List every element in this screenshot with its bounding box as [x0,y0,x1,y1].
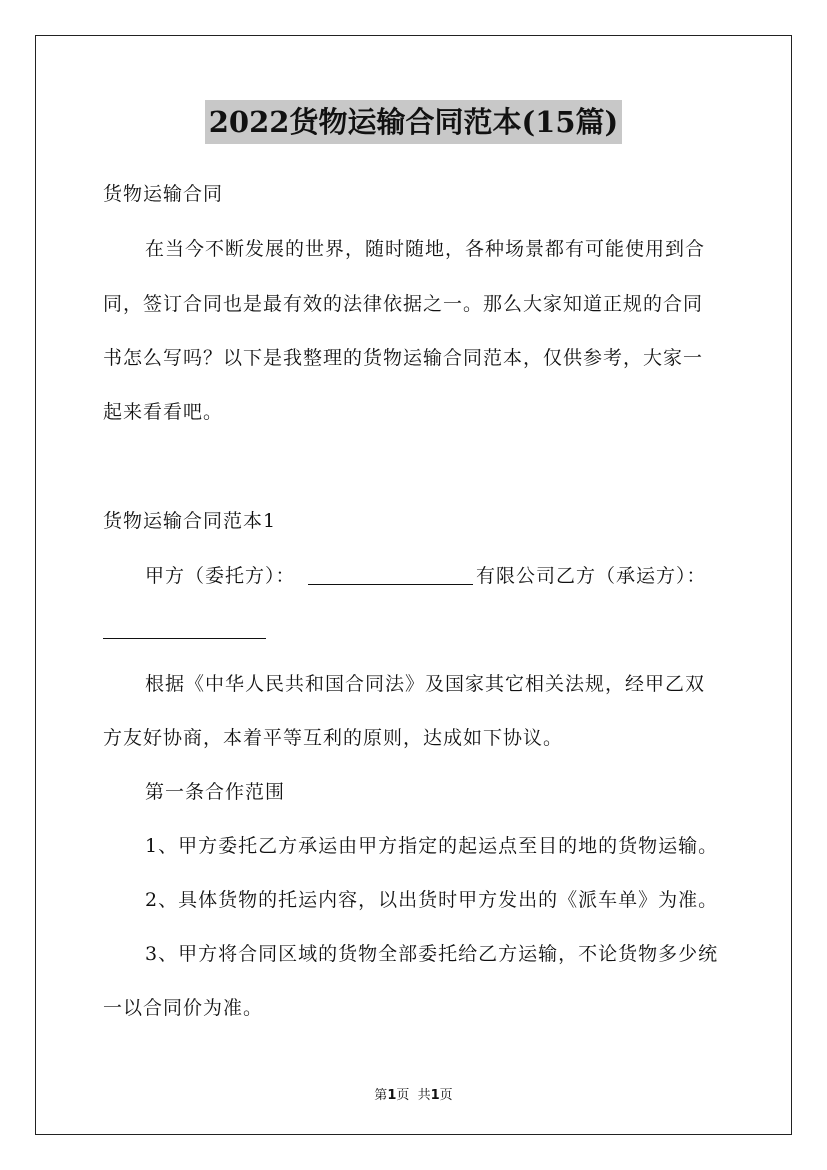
article-heading: 第一条合作范围 [145,781,286,803]
footer-prefix: 第 [374,1088,388,1103]
party-line [145,564,296,588]
basis-line: 方友好协商，本着平等互利的原则，达成如下协议。 [103,727,564,749]
footer-page-total: 1 [430,1088,440,1103]
party-a-blank [308,564,473,585]
contract-heading: 货物运输合同范本1 [103,510,277,532]
basis-line: 根据《中华人民共和国合同法》及国家其它相关法规，经甲乙双 [145,673,706,695]
intro-line: 同，签订合同也是最有效的法律依据之一。那么大家知道正规的合同 [103,293,704,315]
intro-line: 起来看看吧。 [103,401,224,423]
footer-suffix: 页 [439,1088,453,1103]
intro-line: 书怎么写吗？以下是我整理的货物运输合同范本，仅供参考，大家一 [103,347,704,369]
document-title: 2022货物运输合同范本(15篇) [205,100,623,144]
clause-line: 3、甲方将合同区域的货物全部委托给乙方运输，不论货物多少统 [145,943,719,965]
clause-line: 2、具体货物的托运内容，以出货时甲方发出的《派车单》为准。 [145,889,719,911]
footer-page-number: 1 [387,1088,397,1103]
page-footer [0,1084,827,1103]
party-b-label: 有限公司乙方（承运方）： [476,565,707,587]
party-b-blank [103,618,266,639]
clause-line: 一以合同价为准。 [103,997,264,1019]
party-a-label: 甲方（委托方）： [145,565,296,587]
footer-mid: 页 共 [396,1088,431,1103]
section-heading: 货物运输合同 [103,183,224,205]
clause-line: 1、甲方委托乙方承运由甲方指定的起运点至目的地的货物运输。 [145,835,719,857]
title-container [0,100,827,144]
intro-line: 在当今不断发展的世界，随时随地，各种场景都有可能使用到合 [145,238,706,260]
